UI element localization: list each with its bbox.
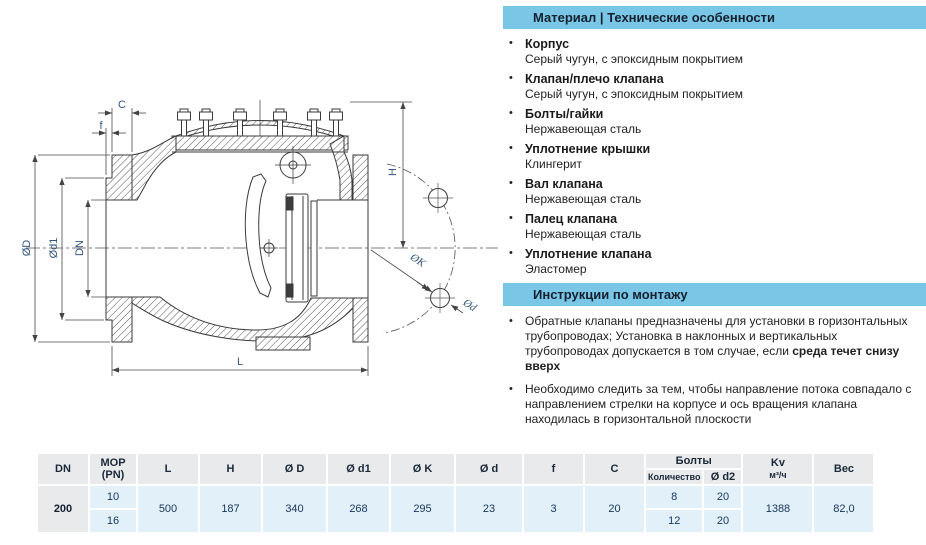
- cell-bolt-qty: 8: [646, 486, 702, 508]
- material-heading: Болты/гайки: [525, 107, 604, 121]
- dim-label-ok: ØK: [407, 251, 428, 270]
- dim-label-f: f: [99, 120, 103, 132]
- cell-od: 340: [263, 486, 326, 532]
- cell-mop: 10: [90, 486, 136, 508]
- materials-list: [507, 37, 926, 277]
- cell-bolt-d2: 20: [704, 510, 741, 532]
- list-item: [507, 37, 926, 67]
- col-header-f: f: [524, 454, 583, 484]
- col-header-od1: Ø d1: [328, 454, 389, 484]
- instruction-text: Обратные клапаны предназначены для установки в горизонтальных трубопроводах; Установка в наклонных и вертикальных трубопроводах допускается в том случае, если: [525, 314, 908, 358]
- material-heading: Клапан/плечо клапана: [525, 72, 664, 86]
- cell-bolt-d2: 20: [704, 486, 741, 508]
- col-header-l: L: [138, 454, 198, 484]
- cell-l: 500: [138, 486, 198, 532]
- mounting-header-bar: Инструкции по монтажу: [503, 283, 926, 306]
- col-header-od-small: Ø d: [456, 454, 522, 484]
- dim-label-od-small: Ød: [460, 296, 479, 315]
- bullet-icon: •: [509, 383, 513, 395]
- bullet-icon: •: [509, 37, 513, 49]
- col-header-bolt-qty: Количество: [648, 472, 701, 482]
- instruction-text-bold: среда течет снизу вверх: [525, 344, 900, 373]
- material-value: Серый чугун, с эпоксидным покрытием: [525, 87, 743, 101]
- table-header-row: [38, 454, 873, 468]
- mounting-instructions: [507, 314, 926, 427]
- col-header-ok: Ø K: [391, 454, 454, 484]
- list-item: [507, 177, 926, 207]
- cell-kv: 1388: [743, 486, 812, 532]
- list-item: [507, 382, 923, 427]
- bullet-icon: •: [509, 107, 513, 119]
- dim-label-dn: DN: [74, 240, 86, 256]
- material-value: Серый чугун, с эпоксидным покрытием: [525, 52, 743, 66]
- material-value: Нержавеющая сталь: [525, 192, 642, 206]
- material-value: Эластомер: [525, 262, 587, 276]
- cell-ok: 295: [391, 486, 454, 532]
- col-header-h: H: [200, 454, 261, 484]
- material-value: Нержавеющая сталь: [525, 227, 642, 241]
- info-panel: [503, 6, 926, 435]
- material-heading: Палец клапана: [525, 212, 618, 226]
- instruction-text: Необходимо следить за тем, чтобы направление потока совпадало с направлением стрелки на корпусе и ось вращения клапана находилась в горизонтальной плоскости: [525, 382, 912, 426]
- col-header-bolt-d2: Ø d2: [704, 470, 741, 484]
- list-item: [507, 142, 926, 172]
- dim-label-l: L: [236, 356, 244, 368]
- material-heading: Уплотнение крышки: [525, 142, 651, 156]
- materials-header-bar: Материал | Технические особенности: [503, 6, 926, 29]
- col-header-c: C: [585, 454, 644, 484]
- swing-check-valve-diagram: [0, 80, 505, 410]
- material-heading: Корпус: [525, 37, 570, 51]
- dim-label-h: H: [387, 168, 399, 176]
- list-item: [507, 247, 926, 277]
- dim-label-c: C: [118, 99, 126, 111]
- col-header-kv: Kv м³/ч: [743, 454, 812, 484]
- col-header-dn: DN: [38, 454, 88, 484]
- cell-od1: 268: [328, 486, 389, 532]
- bullet-icon: •: [509, 315, 513, 327]
- table-row: [38, 486, 873, 508]
- bullet-icon: •: [509, 72, 513, 84]
- cell-c: 20: [585, 486, 644, 532]
- cell-bolt-qty: 12: [646, 510, 702, 532]
- bullet-icon: •: [509, 212, 513, 224]
- dim-label-od: ØD: [21, 239, 33, 257]
- material-heading: Уплотнение клапана: [525, 247, 652, 261]
- bullet-icon: •: [509, 142, 513, 154]
- col-header-weight: Вес: [814, 454, 873, 484]
- col-header-od: Ø D: [263, 454, 326, 484]
- list-item: [507, 212, 926, 242]
- dimensions-table: [36, 452, 875, 534]
- cell-f: 3: [524, 486, 583, 532]
- bolt-circle-view: [383, 164, 455, 333]
- valve-body-section: [106, 121, 368, 351]
- valve-section-drawing: [0, 80, 505, 410]
- cell-h: 187: [200, 486, 261, 532]
- list-item: [507, 314, 923, 374]
- dim-label-od1: Ød1: [48, 237, 60, 259]
- material-value: Клингерит: [525, 157, 582, 171]
- material-heading: Вал клапана: [525, 177, 603, 191]
- bullet-icon: •: [509, 247, 513, 259]
- cell-dn: 200: [38, 486, 88, 532]
- list-item: [507, 72, 926, 102]
- bullet-icon: •: [509, 177, 513, 189]
- cell-mop: 16: [90, 510, 136, 532]
- material-value: Нержавеющая сталь: [525, 122, 642, 136]
- col-header-bolts: Болты: [646, 454, 741, 468]
- list-item: [507, 107, 926, 137]
- cell-od-small: 23: [456, 486, 522, 532]
- col-header-mop: MOP (PN): [90, 454, 136, 484]
- cell-weight: 82,0: [814, 486, 873, 532]
